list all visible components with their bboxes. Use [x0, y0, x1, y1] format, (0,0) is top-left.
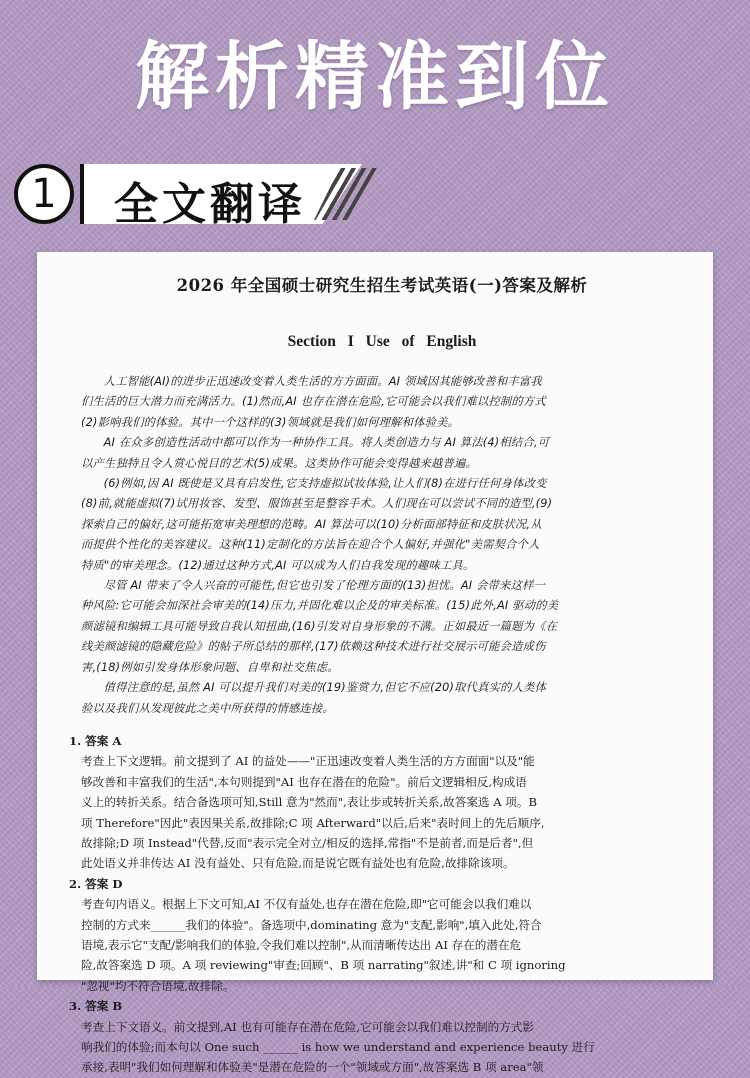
passage-line: (8)前,就能虚拟(7)试用妆容、发型、服饰甚至是整容手术。人们现在可以尝试不同的造型,(9)	[81, 497, 553, 511]
passage-line: 值得注意的是,虽然 AI 可以提升我们对美的(19)鉴赏力,但它不应(20)取代真实的人类体	[103, 681, 547, 695]
answer-line: 考查上下文逻辑。前文提到了 AI 的益处——"正迅速改变着人类生活的方方面面"以及"能	[81, 754, 535, 769]
passage-line: 害,(18)例如引发身体形象问题、自卑和社交焦虑。	[81, 660, 339, 674]
passage-line: 线美颜滤镜的隐藏危险》的帖子所总结的那样,(17)依赖这种技术进行社交展示可能会造成伤	[81, 640, 546, 654]
answer-heading: 2. 答案 D	[69, 876, 123, 891]
document-title: 2026 年全国硕士研究生招生考试英语(一)答案及解析	[176, 276, 588, 295]
section-tag	[14, 164, 374, 230]
answer-line: 项 Therefore"因此"表因果关系,故排除;C 项 Afterward"以后,后来"表时间上的先后顺序,	[81, 815, 545, 830]
passage-line: 尽管 AI 带来了令人兴奋的可能性,但它也引发了伦理方面的(13)担忧。AI 会带来这样一	[103, 579, 546, 593]
passage-line: 验以及我们从发现彼此之美中所获得的情感连接。	[81, 701, 334, 715]
answer-line: "忽视"均不符合语境,故排除。	[81, 978, 235, 993]
translation-passage	[81, 372, 683, 719]
answer-list	[69, 731, 683, 1078]
passage-line: 们生活的巨大潜力而充满活力。(1)然而,AI 也存在潜在危险,它可能会以我们难以控制的方式	[81, 395, 546, 409]
section-number: 1	[14, 164, 74, 224]
passage-line: (6)例如,因 AI 既使是又具有启发性,它支持虚拟试妆体验,让人们(8)在进行任何身体改变	[103, 477, 547, 491]
passage-line: 种风险:它可能会加深社会审美的(14)压力,并固化难以企及的审美标准。(15)此外,AI 驱动的美	[81, 599, 559, 613]
answer-item	[69, 874, 683, 996]
section-title: Section I Use of English	[287, 333, 477, 350]
answer-line: 控制的方式来______我们的体验"。备选项中,dominating 意为"支配,影响",填入此处,符合	[81, 917, 542, 932]
answer-line: 考查句内语义。根据上下文可知,AI 不仅有益处,也存在潜在危险,即"它可能会以我们难以	[81, 897, 532, 912]
answer-item	[69, 996, 683, 1078]
section-label: 全文翻译	[114, 179, 306, 230]
answer-heading: 3. 答案 B	[69, 999, 123, 1014]
passage-line: 特质"的审美理念。(12)通过这种方式,AI 可以成为人们自我发现的趣味工具。	[81, 558, 475, 572]
answer-line: 故排除;D 项 Instead"代替,反而"表示完全对立/相反的选择,常指"不是前者,而是后者",但	[81, 835, 534, 850]
passage-line: (2)影响我们的体验。其中一个这样的(3)领域就是我们如何理解和体验美。	[81, 415, 460, 429]
banner-title: 解析精准到位	[135, 34, 615, 120]
answer-line: 响我们的体验;而本句以 One such ______ is how we understand and experience beauty 进行	[81, 1040, 595, 1054]
passage-line: 颜滤镜和编辑工具可能导致自我认知扭曲,(16)引发对自身形象的不满。正如最近一篇题为《在	[81, 619, 558, 633]
answer-heading: 1. 答案 A	[69, 733, 122, 748]
answer-item	[69, 731, 683, 874]
answer-line: 此处语义并非传达 AI 没有益处、只有危险,而是说它既有益处也有危险,故排除该项。	[81, 856, 515, 871]
passage-line: 以产生独特且令人赏心悦目的艺术(5)成果。这类协作可能会变得越来越普遍。	[81, 456, 478, 470]
passage-line: 人工智能(AI)的进步正迅速改变着人类生活的方方面面。AI 领域因其能够改善和丰富我	[103, 375, 542, 388]
answer-line: 考查上下文语义。前文提到,AI 也有可能存在潜在危险,它可能会以我们难以控制的方式影	[81, 1019, 534, 1034]
answer-line: 语境,表示它"支配/影响我们的体验,令我们难以控制",从而清晰传达出 AI 存在的潜在危	[81, 937, 522, 952]
answer-line: 险,故答案选 D 项。A 项 reviewing"审查;回顾"、B 项 narrating"叙述,讲"和 C 项 ignoring	[81, 958, 566, 973]
answer-line: 承接,表明"我们如何理解和体验美"是潜在危险的一个"领域或方面",故答案选 B 项 area"领	[81, 1060, 544, 1075]
answer-line: 够改善和丰富我们的生活",本句则提到"AI 也存在潜在的危险"。前后文逻辑相反,构成语	[81, 774, 527, 789]
passage-line: 而提供个性化的美容建议。这种(11)定制化的方法旨在迎合个人偏好,并强化"美需契合个人	[81, 538, 540, 552]
passage-line: 探索自己的偏好,这可能拓宽审美理想的范畴。AI 算法可以(10)分析面部特征和皮肤状况,从	[81, 517, 542, 531]
document-page	[37, 252, 713, 1075]
passage-line: AI 在众多创造性活动中都可以作为一种协作工具。将人类创造力与 AI 算法(4)相结合,可	[103, 436, 550, 450]
answer-line: 义上的转折关系。结合备选项可知,Still 意为"然而",表让步或转折关系,故答案选 A 项。B	[81, 795, 537, 810]
